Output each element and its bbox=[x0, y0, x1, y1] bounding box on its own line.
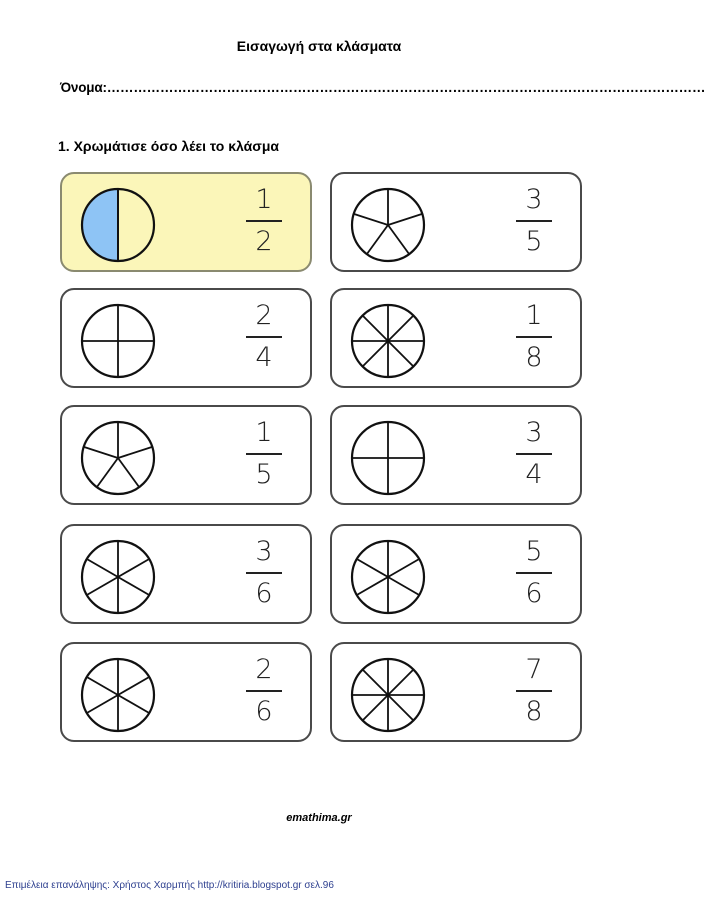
slice-divider bbox=[87, 577, 118, 595]
fraction-label bbox=[514, 182, 554, 260]
fraction-denominator: 2 bbox=[255, 226, 273, 257]
fraction-denominator: 5 bbox=[525, 226, 543, 257]
fraction-bar bbox=[246, 336, 282, 338]
slice-divider bbox=[388, 225, 409, 254]
fraction-numerator: 1 bbox=[525, 300, 543, 331]
fraction-circle[interactable] bbox=[350, 539, 426, 615]
fraction-numerator: 3 bbox=[525, 184, 543, 215]
slice-divider bbox=[363, 670, 388, 695]
slice-divider bbox=[388, 695, 413, 720]
fraction-circle[interactable] bbox=[80, 657, 156, 733]
slice-divider bbox=[388, 670, 413, 695]
fraction-circle[interactable] bbox=[80, 303, 156, 379]
slice-divider bbox=[118, 458, 139, 487]
slice-divider bbox=[87, 695, 118, 713]
colored-slice bbox=[82, 189, 118, 261]
fraction-card-8[interactable] bbox=[330, 524, 582, 624]
fraction-numerator: 2 bbox=[255, 654, 273, 685]
slice-divider bbox=[118, 695, 149, 713]
fraction-numerator: 7 bbox=[525, 654, 543, 685]
fraction-card-1[interactable] bbox=[60, 172, 312, 272]
slice-divider bbox=[118, 447, 152, 458]
fraction-card-9[interactable] bbox=[60, 642, 312, 742]
slice-divider bbox=[363, 341, 388, 366]
slice-divider bbox=[118, 677, 149, 695]
fraction-denominator: 6 bbox=[255, 696, 273, 727]
fraction-bar bbox=[516, 336, 552, 338]
fraction-numerator: 2 bbox=[255, 300, 273, 331]
slice-divider bbox=[97, 458, 118, 487]
fraction-bar bbox=[516, 453, 552, 455]
fraction-card-6[interactable] bbox=[330, 405, 582, 505]
fraction-denominator: 6 bbox=[525, 578, 543, 609]
fraction-circle[interactable] bbox=[80, 420, 156, 496]
slice-divider bbox=[118, 577, 149, 595]
worksheet-title: Εισαγωγή στα κλάσματα bbox=[236, 38, 402, 54]
slice-divider bbox=[87, 677, 118, 695]
fraction-label bbox=[244, 652, 284, 730]
fraction-bar bbox=[516, 220, 552, 222]
slice-divider bbox=[367, 225, 388, 254]
slice-divider bbox=[388, 316, 413, 341]
fraction-denominator: 4 bbox=[525, 459, 543, 490]
fraction-label bbox=[244, 415, 284, 493]
slice-divider bbox=[363, 316, 388, 341]
fraction-label bbox=[514, 652, 554, 730]
fraction-denominator: 8 bbox=[525, 696, 543, 727]
fraction-bar bbox=[516, 690, 552, 692]
fraction-card-10[interactable] bbox=[330, 642, 582, 742]
fraction-label bbox=[244, 534, 284, 612]
fraction-denominator: 5 bbox=[255, 459, 273, 490]
fraction-circle[interactable] bbox=[80, 187, 156, 263]
name-line: Όνομα:……………………………………………………………………………………………………………………… bbox=[60, 80, 705, 95]
fraction-label bbox=[244, 298, 284, 376]
slice-divider bbox=[84, 447, 118, 458]
exercise-instruction: 1. Χρωμάτισε όσο λέει το κλάσμα bbox=[58, 138, 279, 154]
fraction-bar bbox=[246, 572, 282, 574]
fraction-label bbox=[514, 415, 554, 493]
fraction-bar bbox=[516, 572, 552, 574]
fraction-circle[interactable] bbox=[350, 303, 426, 379]
fraction-bar bbox=[246, 453, 282, 455]
slice-divider bbox=[388, 559, 419, 577]
slice-divider bbox=[388, 214, 422, 225]
slice-divider bbox=[118, 559, 149, 577]
fraction-label bbox=[244, 182, 284, 260]
slice-divider bbox=[388, 341, 413, 366]
fraction-card-7[interactable] bbox=[60, 524, 312, 624]
fraction-card-5[interactable] bbox=[60, 405, 312, 505]
fraction-denominator: 4 bbox=[255, 342, 273, 373]
fraction-card-3[interactable] bbox=[60, 288, 312, 388]
fraction-numerator: 3 bbox=[255, 536, 273, 567]
fraction-label bbox=[514, 534, 554, 612]
fraction-card-4[interactable] bbox=[330, 288, 582, 388]
fraction-bar bbox=[246, 690, 282, 692]
fraction-denominator: 8 bbox=[525, 342, 543, 373]
fraction-denominator: 6 bbox=[255, 578, 273, 609]
fraction-numerator: 1 bbox=[255, 184, 273, 215]
fraction-circle[interactable] bbox=[80, 539, 156, 615]
fraction-label bbox=[514, 298, 554, 376]
fraction-circle[interactable] bbox=[350, 657, 426, 733]
fraction-circle[interactable] bbox=[350, 187, 426, 263]
fraction-numerator: 1 bbox=[255, 417, 273, 448]
fraction-card-2[interactable] bbox=[330, 172, 582, 272]
slice-divider bbox=[87, 559, 118, 577]
fraction-numerator: 3 bbox=[525, 417, 543, 448]
slice-divider bbox=[363, 695, 388, 720]
slice-divider bbox=[357, 577, 388, 595]
fraction-bar bbox=[246, 220, 282, 222]
fraction-circle[interactable] bbox=[350, 420, 426, 496]
site-label: emathima.gr bbox=[286, 812, 352, 824]
slice-divider bbox=[354, 214, 388, 225]
slice-divider bbox=[388, 577, 419, 595]
fraction-numerator: 5 bbox=[525, 536, 543, 567]
footer-credit: Επιμέλεια επανάληψης: Χρήστος Χαρμπής http://kritiria.blogspot.gr σελ.96 bbox=[5, 880, 334, 891]
slice-divider bbox=[357, 559, 388, 577]
